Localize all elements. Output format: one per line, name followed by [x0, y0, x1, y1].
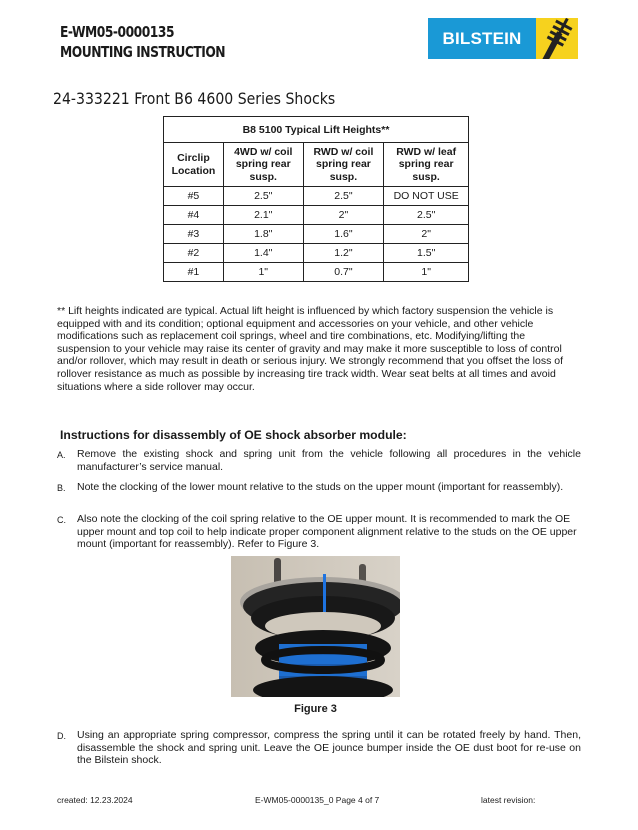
table-cell: #4	[164, 206, 224, 225]
step-letter: A.	[57, 450, 66, 460]
table-cell: 2"	[303, 206, 384, 225]
step-letter: C.	[57, 515, 66, 525]
document-id: E-WM05-0000135	[60, 23, 175, 41]
instruction-step-b	[57, 481, 581, 495]
footer-created: created: 12.23.2024	[57, 795, 133, 805]
section-title: Instructions for disassembly of OE shock absorber module:	[60, 428, 407, 442]
table-row	[164, 187, 469, 206]
table-cell: 1.6"	[303, 225, 384, 244]
step-text: Using an appropriate spring compressor, compress the spring until it can be rotated freely by hand. Then, disassemble the shock and spring unit. Leave the OE jounce bumper inside the OE dust boot for re-use on the Bilstein shock.	[77, 729, 581, 767]
step-text: Also note the clocking of the coil spring relative to the OE upper mount. It is recommended to mark the OE upper mount and top coil to help indicate proper component alignment relative to the studs on the OE upper mount (important for reassembly). Refer to Figure 3.	[77, 513, 577, 551]
document-type: MOUNTING INSTRUCTION	[60, 43, 226, 61]
column-header: Circlip Location	[164, 143, 224, 187]
table-cell: #2	[164, 244, 224, 263]
table-caption: B8 5100 Typical Lift Heights**	[164, 117, 469, 143]
table-row	[164, 206, 469, 225]
table-cell: 2"	[384, 225, 469, 244]
step-text: Remove the existing shock and spring unit from the vehicle following all procedures in the vehicle manufacturer’s service manual.	[77, 448, 581, 473]
table-cell: 1.2"	[303, 244, 384, 263]
table-cell: #5	[164, 187, 224, 206]
step-letter: B.	[57, 483, 66, 493]
table-cell: 2.5"	[384, 206, 469, 225]
table-cell: #3	[164, 225, 224, 244]
column-header: RWD w/ leaf spring rear susp.	[384, 143, 469, 187]
table-row	[164, 225, 469, 244]
table-cell: 2.1"	[223, 206, 303, 225]
table-header-row	[164, 143, 469, 187]
instruction-step-c	[57, 513, 581, 551]
table-cell: 2.5"	[223, 187, 303, 206]
instruction-step-a	[57, 448, 581, 473]
footer-page-info: E-WM05-0000135_0 Page 4 of 7	[255, 795, 380, 805]
figure-caption: Figure 3	[294, 703, 337, 715]
product-title: 24-333221 Front B6 4600 Series Shocks	[53, 89, 336, 108]
bilstein-logo	[428, 18, 578, 59]
column-header: RWD w/ coil spring rear susp.	[303, 143, 384, 187]
figure-3-photo	[231, 556, 400, 697]
instruction-step-d	[57, 729, 581, 767]
table-cell: #1	[164, 263, 224, 282]
lift-height-disclaimer: ** Lift heights indicated are typical. Actual lift height is influenced by which factory suspension the vehicle is equipped with and its condition; optional equipment and accessories on your vehicle, and other vehicle modifications such as replacement coil springs, wheel and tire combinations, etc. Modifying/lifting the suspension to your vehicle may raise its center of gravity and may make it more susceptible to loss of control and/or rollover, which may result in death or serious injury. We strongly recommend that you offset the loss of rollover resistance as much as possible by increasing tire track width. Wear seat belts at all times and avoid situations where a side rollover may occur.	[57, 305, 563, 393]
lift-heights-table	[163, 116, 469, 282]
table-cell: DO NOT USE	[384, 187, 469, 206]
table-row	[164, 244, 469, 263]
table-cell: 0.7"	[303, 263, 384, 282]
table-cell: 1.8"	[223, 225, 303, 244]
shock-spring-photo	[231, 556, 400, 697]
table-cell: 1"	[223, 263, 303, 282]
footer-revision: latest revision:	[481, 795, 536, 805]
table-caption-row	[164, 117, 469, 143]
step-text: Note the clocking of the lower mount relative to the studs on the upper mount (important for reassembly).	[77, 481, 564, 493]
logo-wordmark: BILSTEIN	[428, 18, 536, 59]
table-row	[164, 263, 469, 282]
table-cell: 1.5"	[384, 244, 469, 263]
table-cell: 1"	[384, 263, 469, 282]
shock-absorber-icon	[536, 18, 578, 59]
column-header: 4WD w/ coil spring rear susp.	[223, 143, 303, 187]
table-cell: 1.4"	[223, 244, 303, 263]
table-cell: 2.5"	[303, 187, 384, 206]
step-letter: D.	[57, 731, 66, 741]
